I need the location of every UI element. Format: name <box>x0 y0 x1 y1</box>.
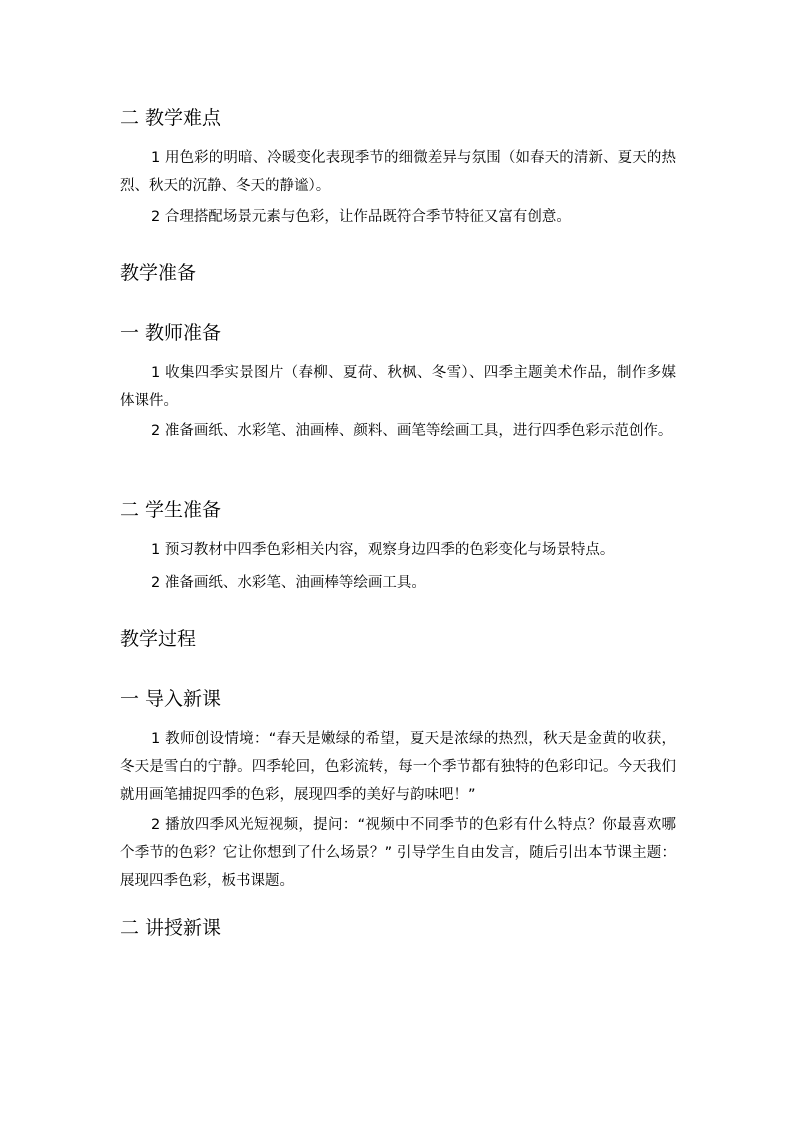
paragraph-teacher-prep-2: 2 准备画纸、水彩笔、油画棒、颜料、画笔等绘画工具，进行四季色彩示范创作。 <box>151 423 673 439</box>
paragraph-teacher-prep-1: 1 收集四季实景图片（春柳、夏荷、秋枫、冬雪）、四季主题美术作品，制作多媒体课件。 <box>120 365 676 409</box>
paragraph-student-prep-2: 2 准备画纸、水彩笔、油画棒等绘画工具。 <box>151 575 426 591</box>
section-heading-process: 教学过程 <box>120 628 197 650</box>
paragraph-difficulty-1: 1 用色彩的明暗、冷暖变化表现季节的细微差异与氛围（如春天的清新、夏天的热烈、秋天的沉静、冬天的静谧）。 <box>120 150 676 194</box>
paragraph-difficulty-2: 2 合理搭配场景元素与色彩，让作品既符合季节特征又富有创意。 <box>151 209 571 225</box>
subsection-heading-intro: 一 导入新课 <box>120 688 222 710</box>
section-heading-prep: 教学准备 <box>120 262 197 284</box>
paragraph-student-prep-1: 1 预习教材中四季色彩相关内容，观察身边四季的色彩变化与场景特点。 <box>151 542 615 558</box>
subsection-heading-teach: 二 讲授新课 <box>120 917 222 939</box>
paragraph-intro-2: 2 播放四季风光短视频，提问：“视频中不同季节的色彩有什么特点？你最喜欢哪个季节的色彩？它让你想到了什么场景？” 引导学生自由发言，随后引出本节课主题：展现四季色彩，板书课题。 <box>120 817 676 889</box>
section-heading-difficulty: 二 教学难点 <box>120 107 222 129</box>
subsection-heading-student-prep: 二 学生准备 <box>120 499 222 521</box>
paragraph-intro-1: 1 教师创设情境：“春天是嫩绿的希望，夏天是浓绿的热烈，秋天是金黄的收获，冬天是雪白的宁静。四季轮回，色彩流转，每一个季节都有独特的色彩印记。今天我们就用画笔捕捉四季的色彩，展现四季的美好与韵味吧！” <box>120 731 676 803</box>
subsection-heading-teacher-prep: 一 教师准备 <box>120 322 222 344</box>
